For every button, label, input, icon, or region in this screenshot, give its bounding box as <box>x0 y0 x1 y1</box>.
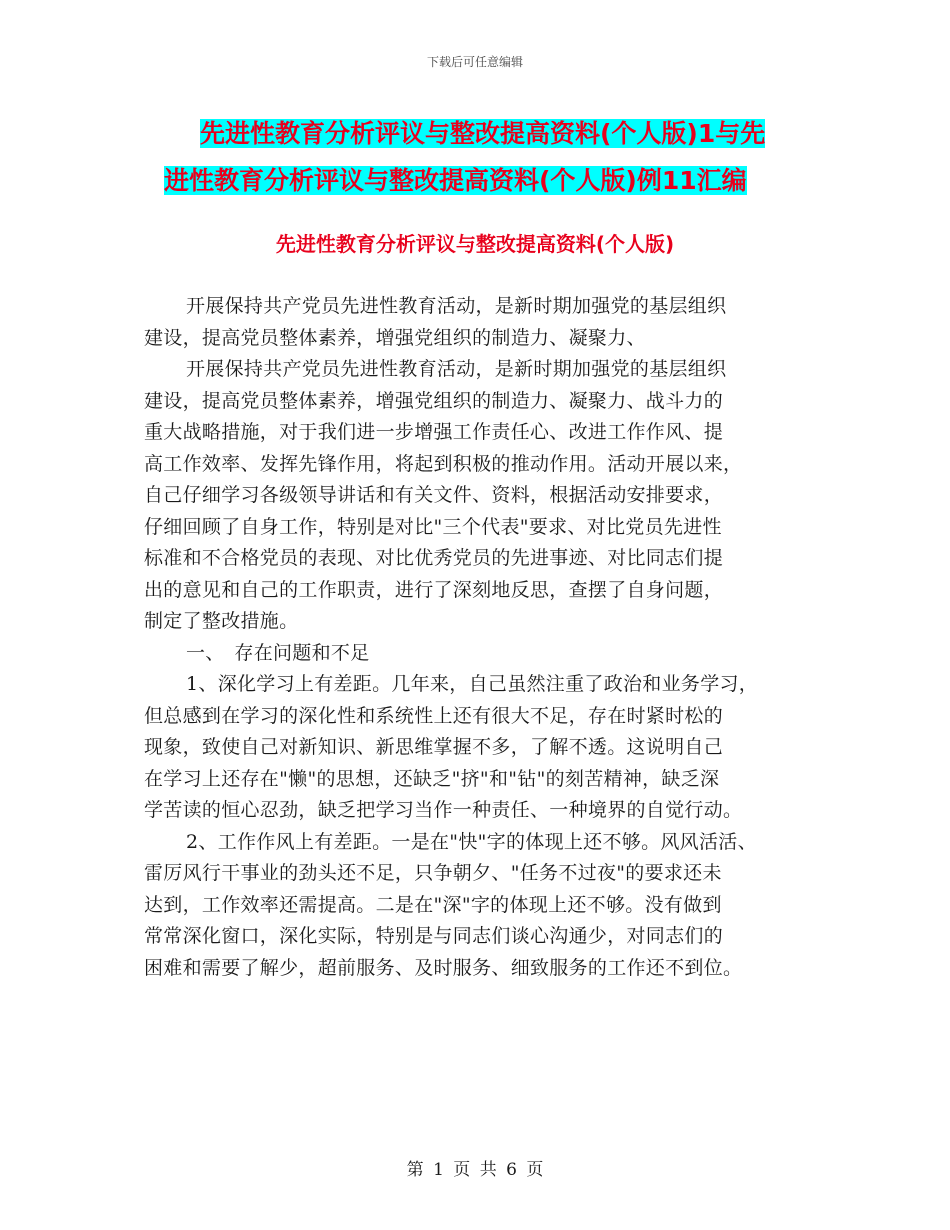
paragraph-line: 建设，提高党员整体素养，增强党组织的制造力、凝聚力、 <box>144 326 646 349</box>
title-line-2: 进性教育分析评议与整改提高资料(个人版)例11汇编 <box>164 166 747 195</box>
paragraph-line: 达到，工作效率还需提高。二是在"深"字的体现上还不够。没有做到 <box>144 893 722 916</box>
paragraph-line: 1、深化学习上有差距。几年来，自己虽然注重了政治和业务学习， <box>186 673 759 695</box>
section-heading: 一、 存在问题和不足 <box>186 641 370 664</box>
paragraph-line: 出的意见和自己的工作职责，进行了深刻地反思，查摆了自身问题， <box>144 578 724 601</box>
paragraph-line: 困难和需要了解少，超前服务、及时服务、细致服务的工作还不到位。 <box>144 956 743 979</box>
paragraph-line: 2、工作作风上有差距。一是在"快"字的体现上还不够。风风活活、 <box>186 830 757 853</box>
header-note: 下载后可任意编辑 <box>426 55 523 69</box>
paragraph-line: 高工作效率、发挥先锋作用，将起到积极的推动作用。活动开展以来， <box>144 452 743 475</box>
paragraph-line: 制定了整改措施。 <box>144 610 299 632</box>
paragraph-line: 仔细回顾了自身工作，特别是对比"三个代表"要求、对比党员先进性 <box>144 515 722 538</box>
paragraph-line: 重大战略措施，对于我们进一步增强工作责任心、改进工作作风、提 <box>144 421 724 443</box>
document-title <box>120 110 830 204</box>
section-title: 先进性教育分析评议与整改提高资料(个人版) <box>275 232 675 256</box>
paragraph-line: 标准和不合格党员的表现、对比优秀党员的先进事迹、对比同志们提 <box>144 547 724 569</box>
paragraph-line: 现象，致使自己对新知识、新思维掌握不多，了解不透。这说明自己 <box>144 736 724 758</box>
paragraph-line: 自己仔细学习各级领导讲话和有关文件、资料，根据活动安排要求， <box>144 484 724 506</box>
paragraph-line: 常常深化窗口，深化实际，特别是与同志们谈心沟通少，对同志们的 <box>144 925 724 947</box>
body-text <box>144 291 824 984</box>
paragraph-line: 学苦读的恒心忍劲，缺乏把学习当作一种责任、一种境界的自觉行动。 <box>144 799 743 821</box>
paragraph-line: 在学习上还存在"懒"的思想，还缺乏"挤"和"钻"的刻苦精神，缺乏深 <box>144 767 720 790</box>
paragraph-line: 开展保持共产党员先进性教育活动，是新时期加强党的基层组织 <box>186 295 727 317</box>
title-line-1: 先进性教育分析评议与整改提高资料(个人版)1与先 <box>200 119 766 148</box>
paragraph-line: 建设，提高党员整体素养，增强党组织的制造力、凝聚力、战斗力的 <box>144 389 724 412</box>
paragraph-line: 开展保持共产党员先进性教育活动，是新时期加强党的基层组织 <box>186 358 727 380</box>
paragraph-line: 雷厉风行干事业的劲头还不足，只争朝夕、"任务不过夜"的要求还未 <box>144 862 722 884</box>
page-footer: 第 1 页 共 6 页 <box>406 1160 544 1180</box>
paragraph-line: 但总感到在学习的深化性和系统性上还有很大不足，存在时紧时松的 <box>144 704 724 727</box>
